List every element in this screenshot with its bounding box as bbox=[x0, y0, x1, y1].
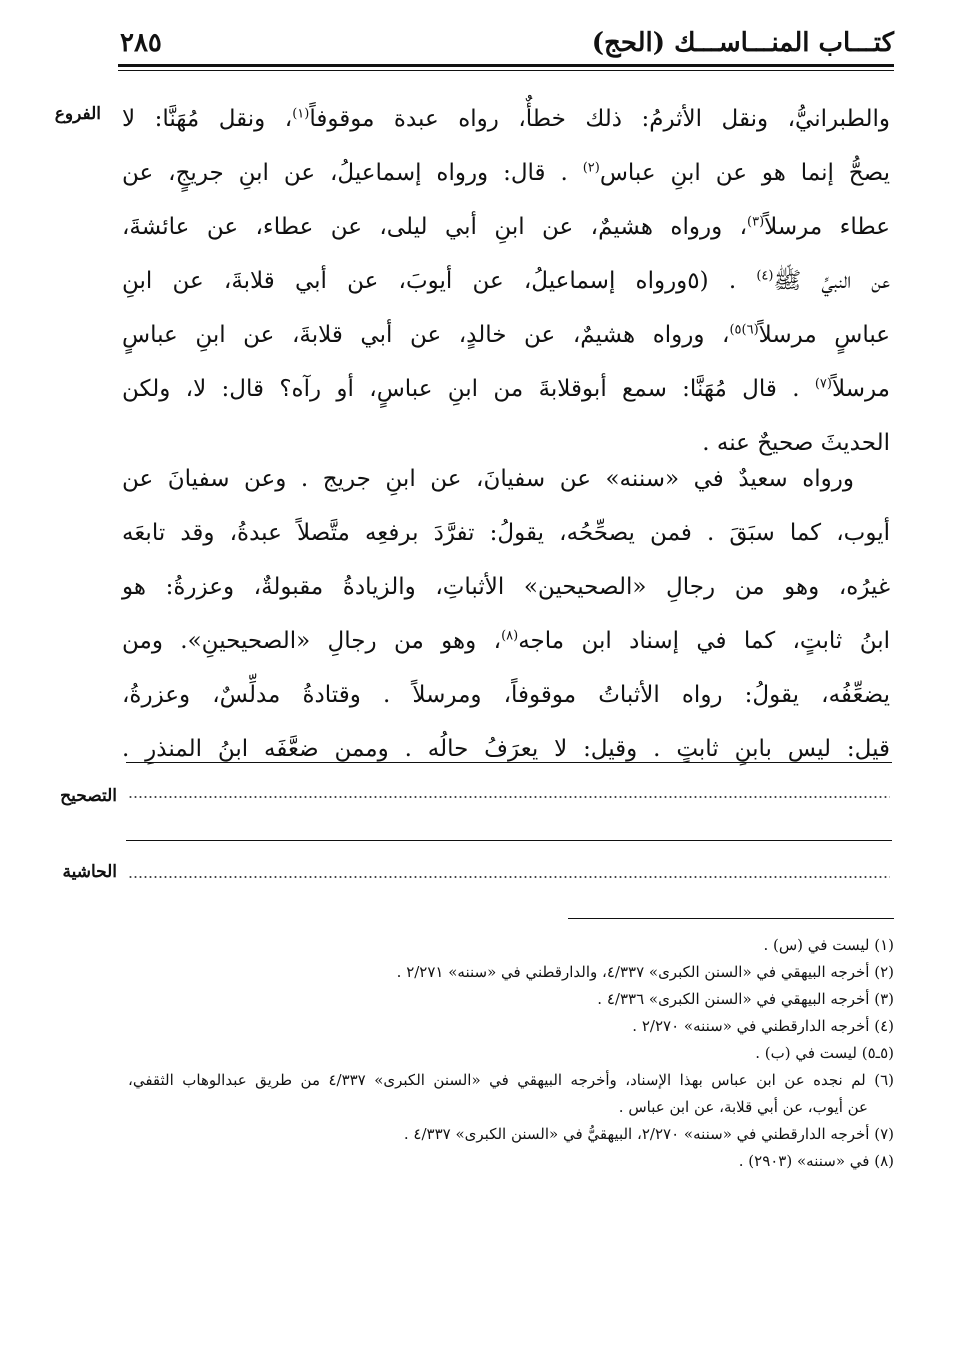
correction-dotted-line bbox=[128, 796, 890, 798]
text-line: ابنُ ثابتٍ، كما في إسناد ابن ماجه$^{(٨)}$، وهو من رجالِ «الصحيحينِ». ومن bbox=[122, 628, 890, 654]
footnote: (٧) أخرجه الدارقطني في «سننه» ٢/٢٧٠، البيهقيُّ في «السنن الكبرى» ٤/٣٣٧ . bbox=[403, 1125, 894, 1143]
text-line: عباسٍ مرسلاً$^{(٦)٥)}$، ورواه هشيمٌ، عن خالدٍ، عن أبي قلابةَ، عن ابنِ عباسٍ bbox=[122, 322, 890, 348]
section-separator bbox=[126, 840, 892, 841]
footnote: (٢) أخرجه البيهقي في «السنن الكبرى» ٤/٣٣٧، والدارقطني في «سننه» ٢/٢٧١ . bbox=[396, 963, 894, 981]
footnote: (٣) أخرجه البيهقي في «السنن الكبرى» ٤/٣٣٦ . bbox=[597, 990, 894, 1008]
text-line: والطبرانيُّ، ونقل الأثرمُ: ذلك خطأٌ، رواه عبدة موقوفاً$^{(١)}$، ونقل مُهَنَّا: لا bbox=[122, 106, 890, 132]
footnote: (١) ليست في (س) . bbox=[763, 936, 894, 954]
footnote-ref: (٦)٥) bbox=[729, 322, 759, 338]
text-line: الحديثَ صحيحٌ عنه . bbox=[702, 430, 890, 456]
text-line: ورواه سعيدٌ في «سننه» عن سفيانَ، عن ابنِ جريج . وعن سفيانَ عن bbox=[122, 466, 854, 492]
footnotes bbox=[128, 932, 894, 1175]
footnote-ref: (١) bbox=[292, 106, 310, 122]
text-line: أيوب، كما سبَقَ . فمن يصحِّحُه، يقولُ: تفرَّدَ برفعِه متَّصلاً عبدةُ، وقد تابعَه bbox=[122, 520, 890, 546]
text-line: يصحُّ إنما هو عن ابنِ عباس$^{(٢)}$ . قال: ورواه إسماعيلُ، عن ابنِ جريجٍ، عن bbox=[122, 160, 890, 186]
text-line: قيل: ليس بابنِ ثابتٍ . وقيل: لا يعرَفُ حالُه . وممن ضعَّفَه ابنُ المنذرِ . bbox=[122, 736, 890, 762]
footnote: (٨) في «سننه» (٢٩٠٣) . bbox=[738, 1152, 894, 1170]
footnote-ref: (٣) bbox=[747, 214, 765, 230]
page-number: ٢٨٥ bbox=[120, 28, 162, 58]
text-line: عطاء مرسلاً$^{(٣)}$، ورواه هشيمٌ، عن ابنِ أبي ليلى، عن عطاء، عن عائشةَ، bbox=[122, 214, 891, 240]
margin-note-dotted-line bbox=[128, 876, 890, 878]
footnote-ref: (٧) bbox=[814, 376, 832, 392]
text-line: عن النبيِّ ﷺ$^{(٤)}$ . (٥ورواه إسماعيلُ، عن أيوبَ، عن أبي قلابةَ، عن ابنِ bbox=[122, 268, 891, 294]
section-separator bbox=[126, 762, 892, 763]
footnote: (٤) أخرجه الدارقطني في «سننه» ٢/٢٧٠ . bbox=[632, 1017, 894, 1035]
paragraph-1 bbox=[122, 92, 890, 470]
footnote-ref: (٢) bbox=[582, 160, 600, 176]
footnote: (٥ـ٥) ليست في (ب) . bbox=[755, 1044, 894, 1062]
book-title: كتـــاب المنـــاســـك (الحج) bbox=[591, 28, 894, 58]
footnote-ref: (٤) bbox=[756, 268, 774, 284]
footnote: (٦) لم نجده عن ابن عباس بهذا الإسناد، وأخرجه البيهقي في «السنن الكبرى» ٤/٣٣٧ من طريق عبدالوهاب الثقفي، bbox=[128, 1071, 894, 1089]
footnote-rule bbox=[568, 918, 894, 919]
side-label-margin-note: الحاشية bbox=[62, 862, 117, 882]
footnote-continuation: عن أيوب، عن أبي قلابة، عن ابن عباس . bbox=[618, 1098, 868, 1116]
running-header bbox=[118, 22, 894, 62]
header-rule-thick bbox=[118, 64, 894, 67]
text-line: يضعِّفُه، يقولُ: رواه الأثباتُ موقوفاً، ومرسلاً . وقتادةُ مدلِّسٌ، وعزرةُ، bbox=[122, 682, 890, 708]
side-label-section: الفروع bbox=[54, 104, 101, 124]
side-label-correction: التصحيح bbox=[60, 786, 117, 806]
header-rule-thin bbox=[118, 70, 894, 71]
footnote-ref: (٨) bbox=[501, 628, 519, 644]
text-line: غيرُه، وهو من رجالِ «الصحيحين» الأثباتِ، والزيادةُ مقبولةٌ، وعزرةُ: هو bbox=[122, 574, 891, 600]
text-line: مرسلاً$^{(٧)}$ . قال مُهَنَّا: سمع أبوقلابةَ من ابنِ عباسٍ، أو رآه؟ قال: لا، ولكن bbox=[122, 376, 890, 402]
paragraph-2 bbox=[122, 452, 890, 776]
